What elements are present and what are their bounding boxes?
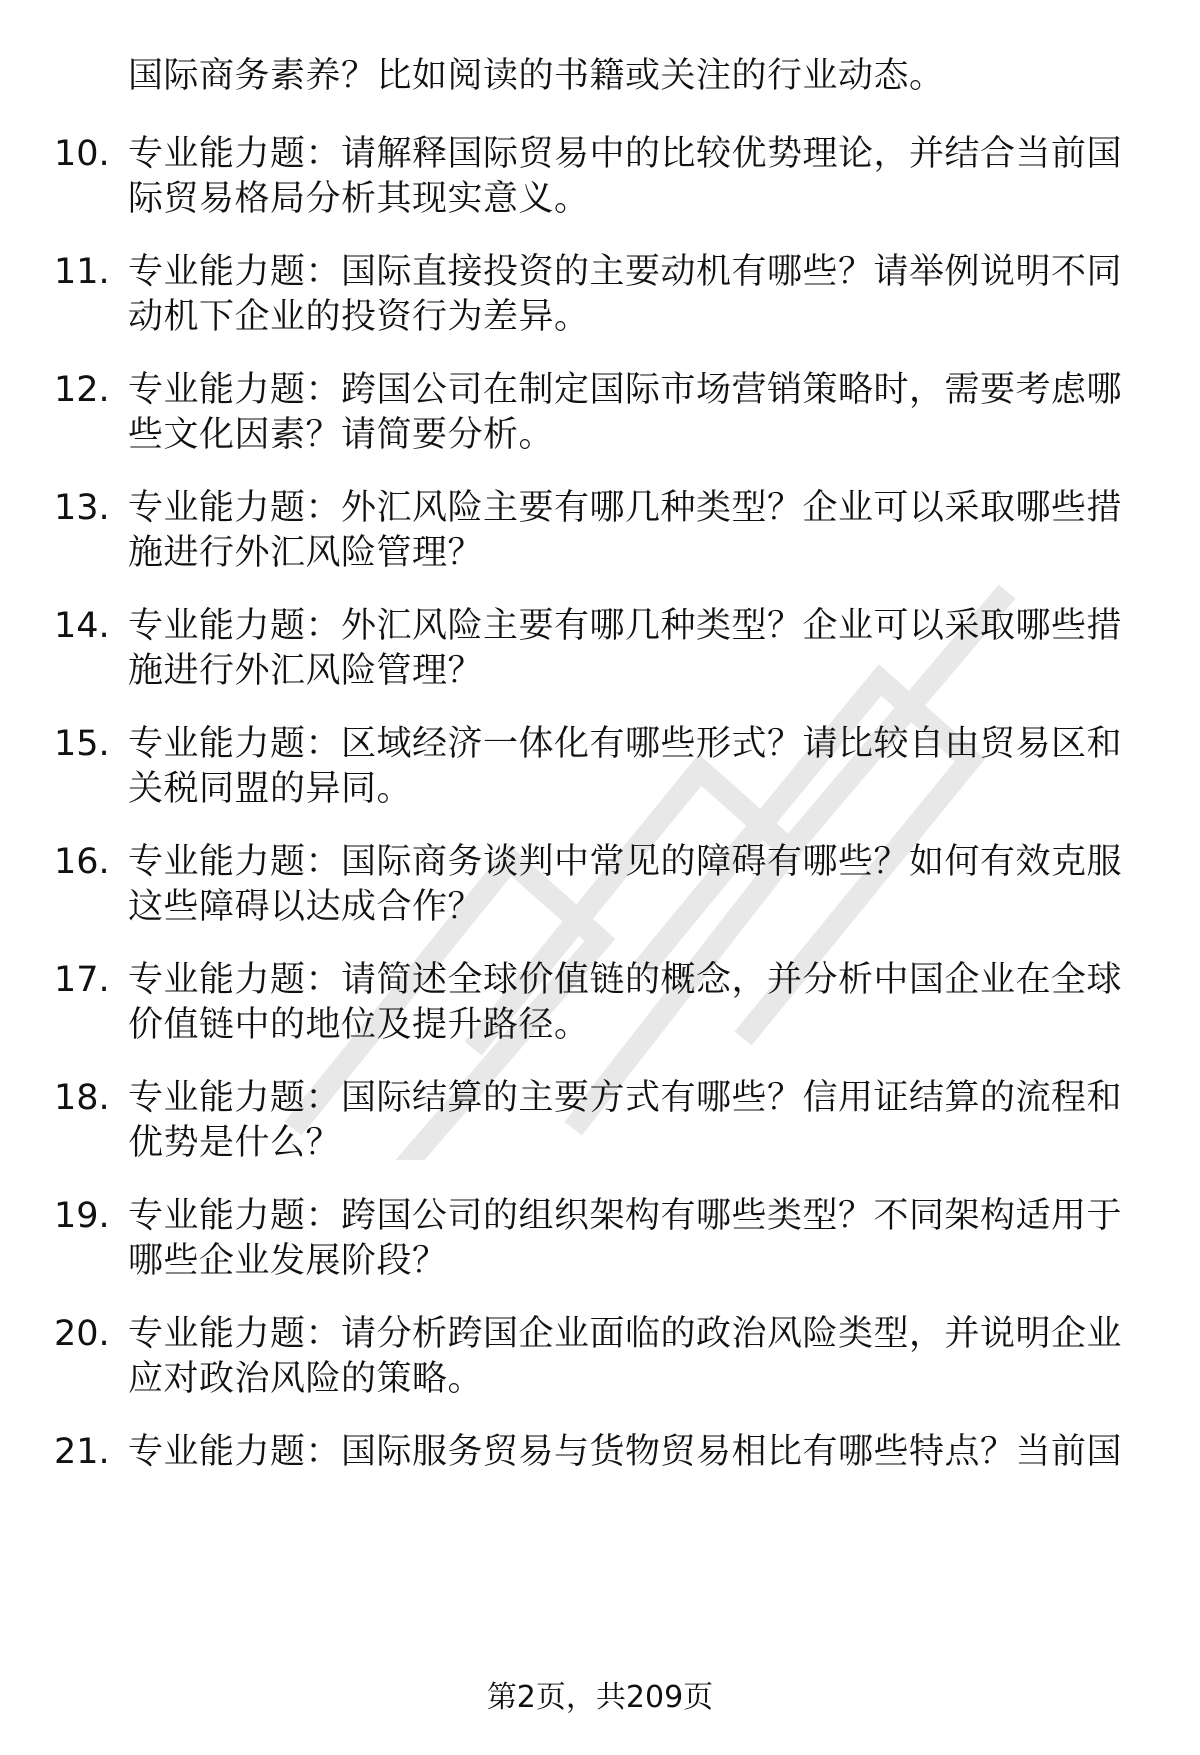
question-text-line: 专业能力题：外汇风险主要有哪几种类型？企业可以采取哪些措 — [128, 488, 1123, 528]
continued-question-text: 国际商务素养？比如阅读的书籍或关注的行业动态。 — [128, 56, 945, 96]
question-text-line: 专业能力题：国际服务贸易与货物贸易相比有哪些特点？当前国 — [128, 1432, 1123, 1472]
question-text-line: 应对政治风险的策略。 — [128, 1359, 484, 1399]
page-number-footer: 第2页，共209页 — [486, 1680, 714, 1715]
question-number: 20. — [54, 1314, 110, 1354]
question-number: 19. — [54, 1196, 110, 1236]
question-text-line: 价值链中的地位及提升路径。 — [128, 1005, 590, 1045]
question-number: 10. — [54, 134, 110, 174]
question-number: 12. — [54, 370, 110, 410]
question-text-line: 些文化因素？请简要分析。 — [128, 415, 555, 455]
question-number: 15. — [54, 724, 110, 764]
question-text-line: 际贸易格局分析其现实意义。 — [128, 179, 590, 219]
question-text-line: 专业能力题：国际商务谈判中常见的障碍有哪些？如何有效克服 — [128, 842, 1123, 882]
question-text-line: 这些障碍以达成合作？ — [128, 887, 484, 927]
question-text-line: 专业能力题：请简述全球价值链的概念，并分析中国企业在全球 — [128, 960, 1123, 1000]
question-text-line: 施进行外汇风险管理？ — [128, 651, 484, 691]
question-text-line: 专业能力题：请分析跨国企业面临的政治风险类型，并说明企业 — [128, 1314, 1123, 1354]
question-text-line: 专业能力题：区域经济一体化有哪些形式？请比较自由贸易区和 — [128, 724, 1123, 764]
question-number: 14. — [54, 606, 110, 646]
question-text-line: 哪些企业发展阶段？ — [128, 1241, 448, 1281]
question-number: 18. — [54, 1078, 110, 1118]
question-text-line: 专业能力题：请解释国际贸易中的比较优势理论，并结合当前国 — [128, 134, 1123, 174]
question-number: 13. — [54, 488, 110, 528]
question-text-line: 专业能力题：国际直接投资的主要动机有哪些？请举例说明不同 — [128, 252, 1123, 292]
question-text-line: 关税同盟的异同。 — [128, 769, 413, 809]
question-text-line: 优势是什么？ — [128, 1123, 342, 1163]
question-number: 17. — [54, 960, 110, 1000]
question-text-line: 专业能力题：外汇风险主要有哪几种类型？企业可以采取哪些措 — [128, 606, 1123, 646]
question-number: 11. — [54, 252, 110, 292]
question-number: 21. — [54, 1432, 110, 1472]
question-text-line: 施进行外汇风险管理？ — [128, 533, 484, 573]
question-text-line: 动机下企业的投资行为差异。 — [128, 297, 590, 337]
question-text-line: 专业能力题：国际结算的主要方式有哪些？信用证结算的流程和 — [128, 1078, 1123, 1118]
question-text-line: 专业能力题：跨国公司在制定国际市场营销策略时，需要考虑哪 — [128, 370, 1123, 410]
question-text-line: 专业能力题：跨国公司的组织架构有哪些类型？不同架构适用于 — [128, 1196, 1123, 1236]
question-number: 16. — [54, 842, 110, 882]
